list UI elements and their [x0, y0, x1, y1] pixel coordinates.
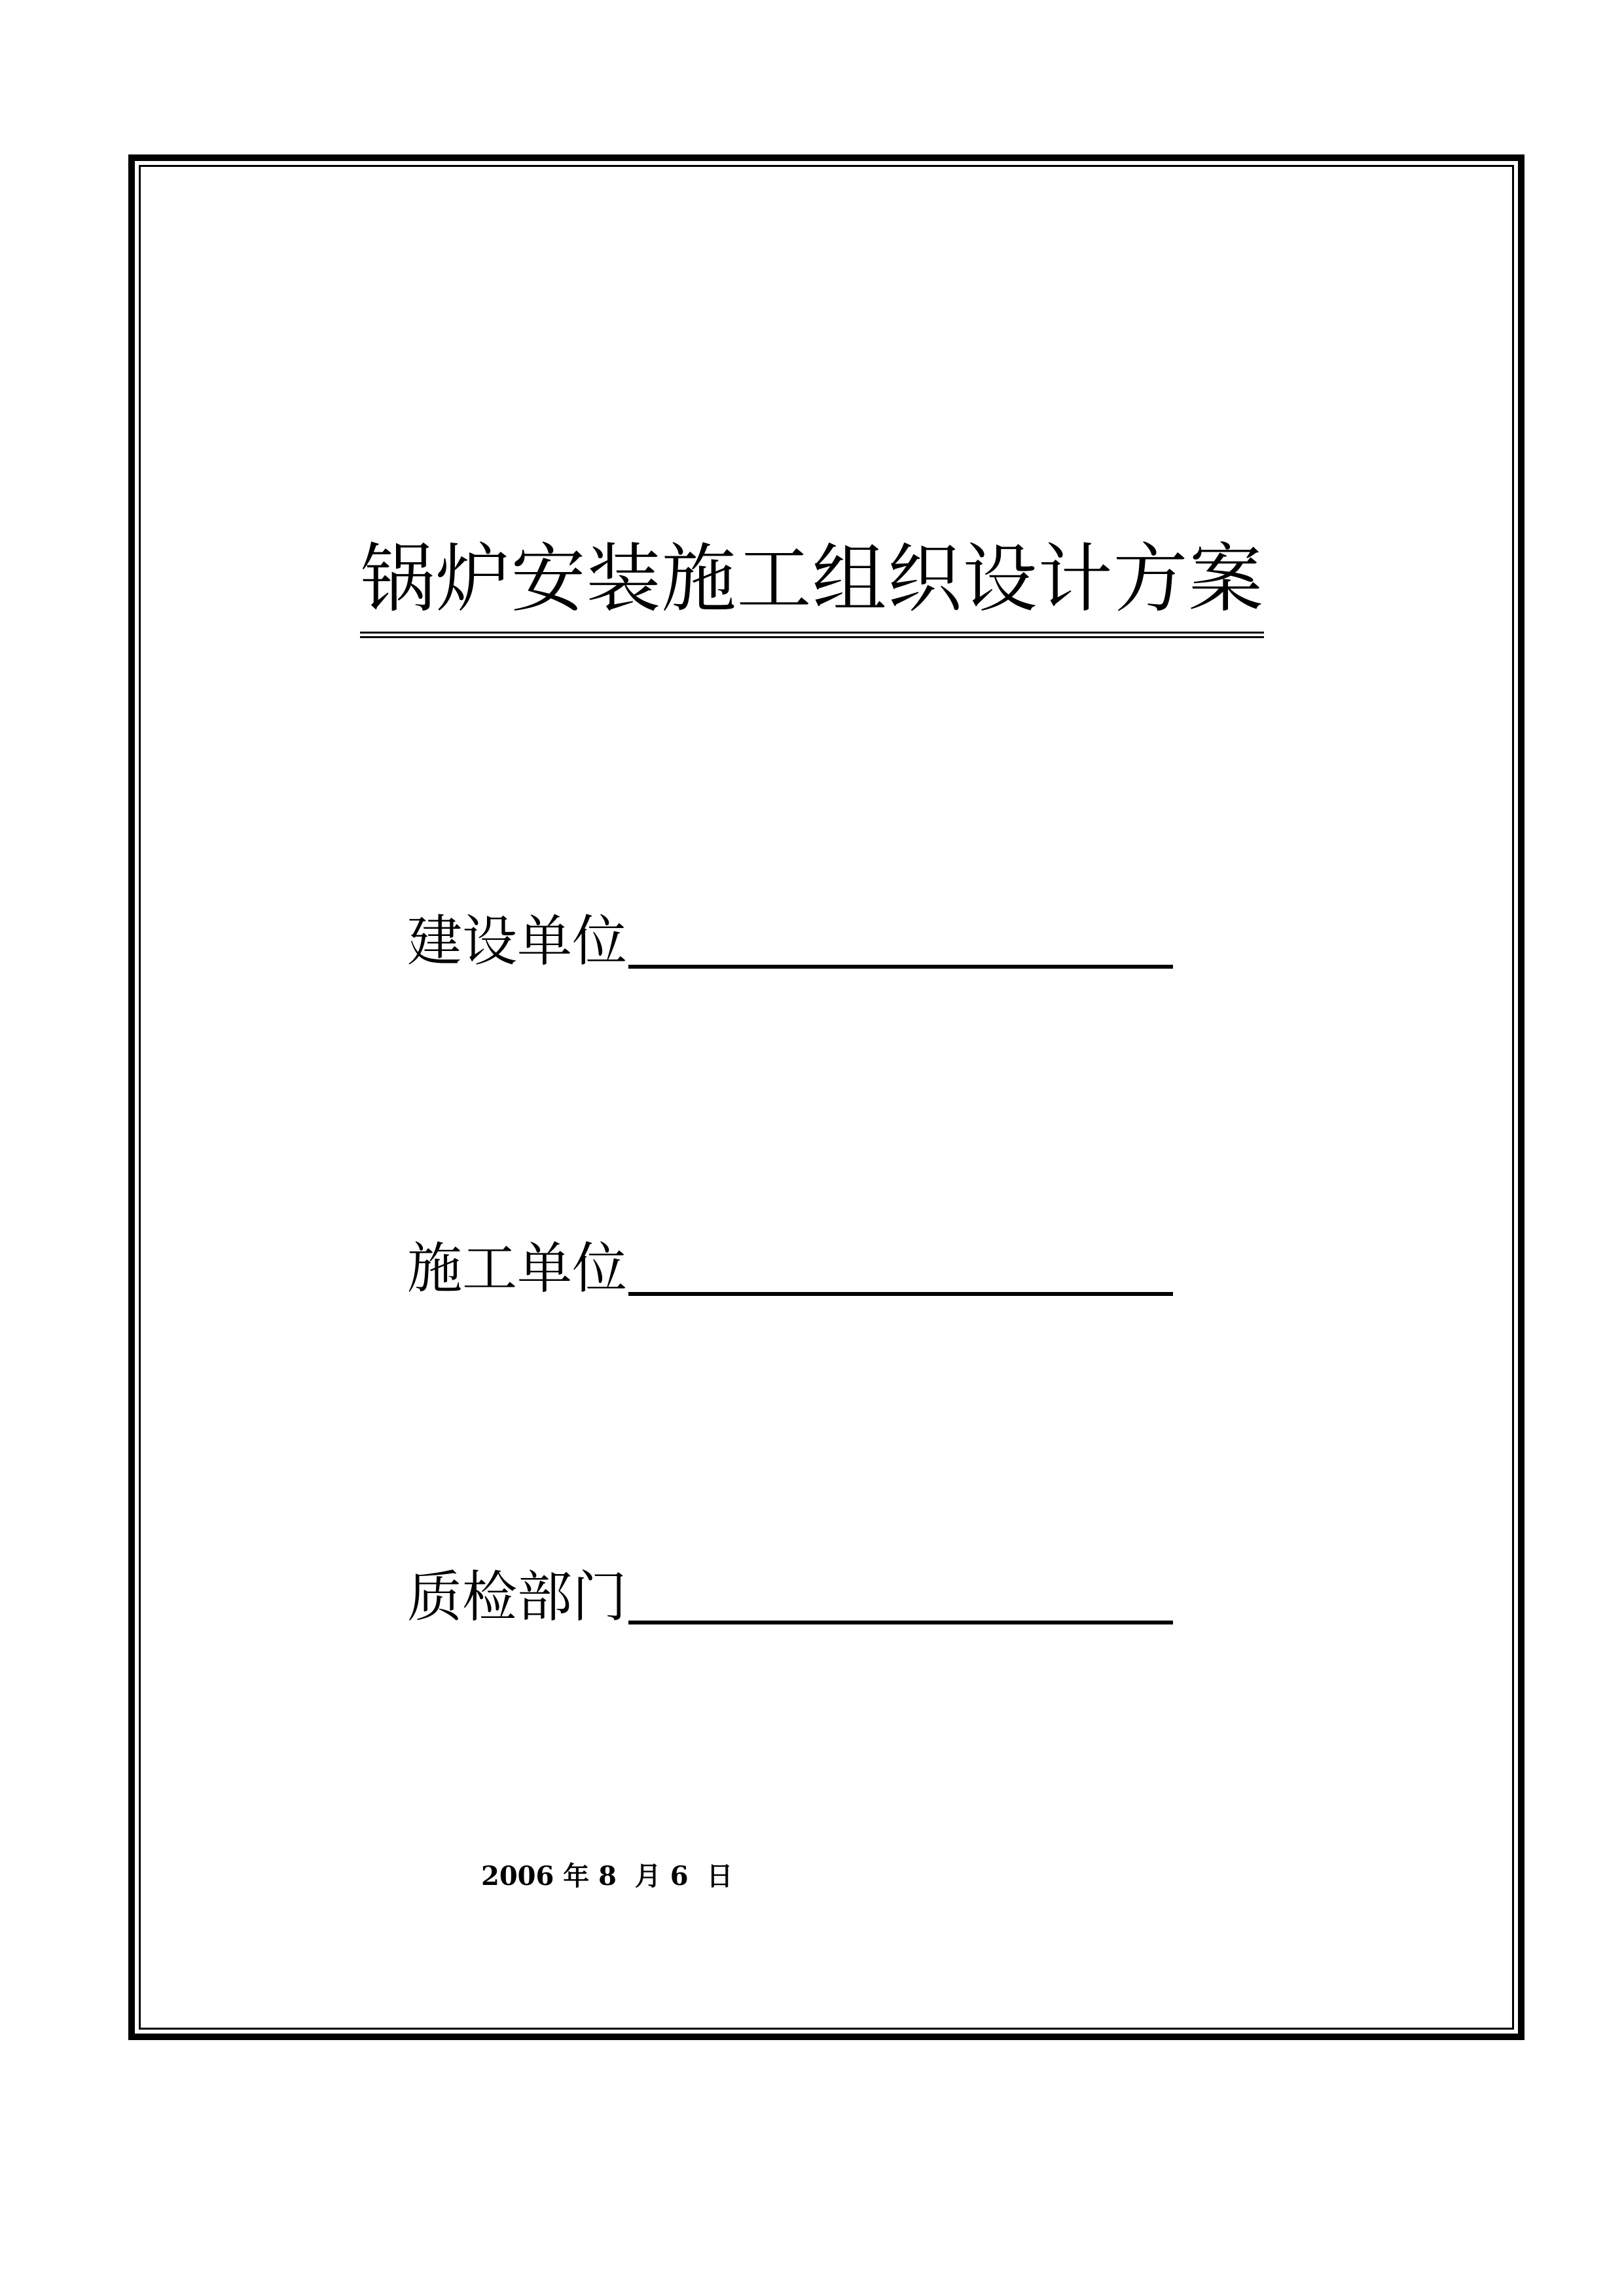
field-blank-contractor-unit — [628, 1292, 1173, 1296]
field-row-construction-unit — [407, 902, 1173, 974]
field-row-contractor-unit — [407, 1229, 1173, 1301]
inner-page-border — [139, 165, 1514, 2030]
field-blank-quality-inspection — [628, 1621, 1173, 1624]
document-date: 2006 年 8 月 6 日 — [481, 1861, 733, 1892]
document-title-block — [0, 533, 1624, 638]
field-label-construction-unit: 建设单位 — [407, 909, 628, 973]
field-label-contractor-unit: 施工单位 — [407, 1236, 628, 1300]
field-blank-construction-unit — [628, 965, 1173, 969]
field-label-quality-inspection: 质检部门 — [407, 1565, 628, 1629]
document-title: 锅炉安装施工组织设计方案 — [360, 533, 1263, 638]
field-row-quality-inspection — [407, 1558, 1173, 1630]
